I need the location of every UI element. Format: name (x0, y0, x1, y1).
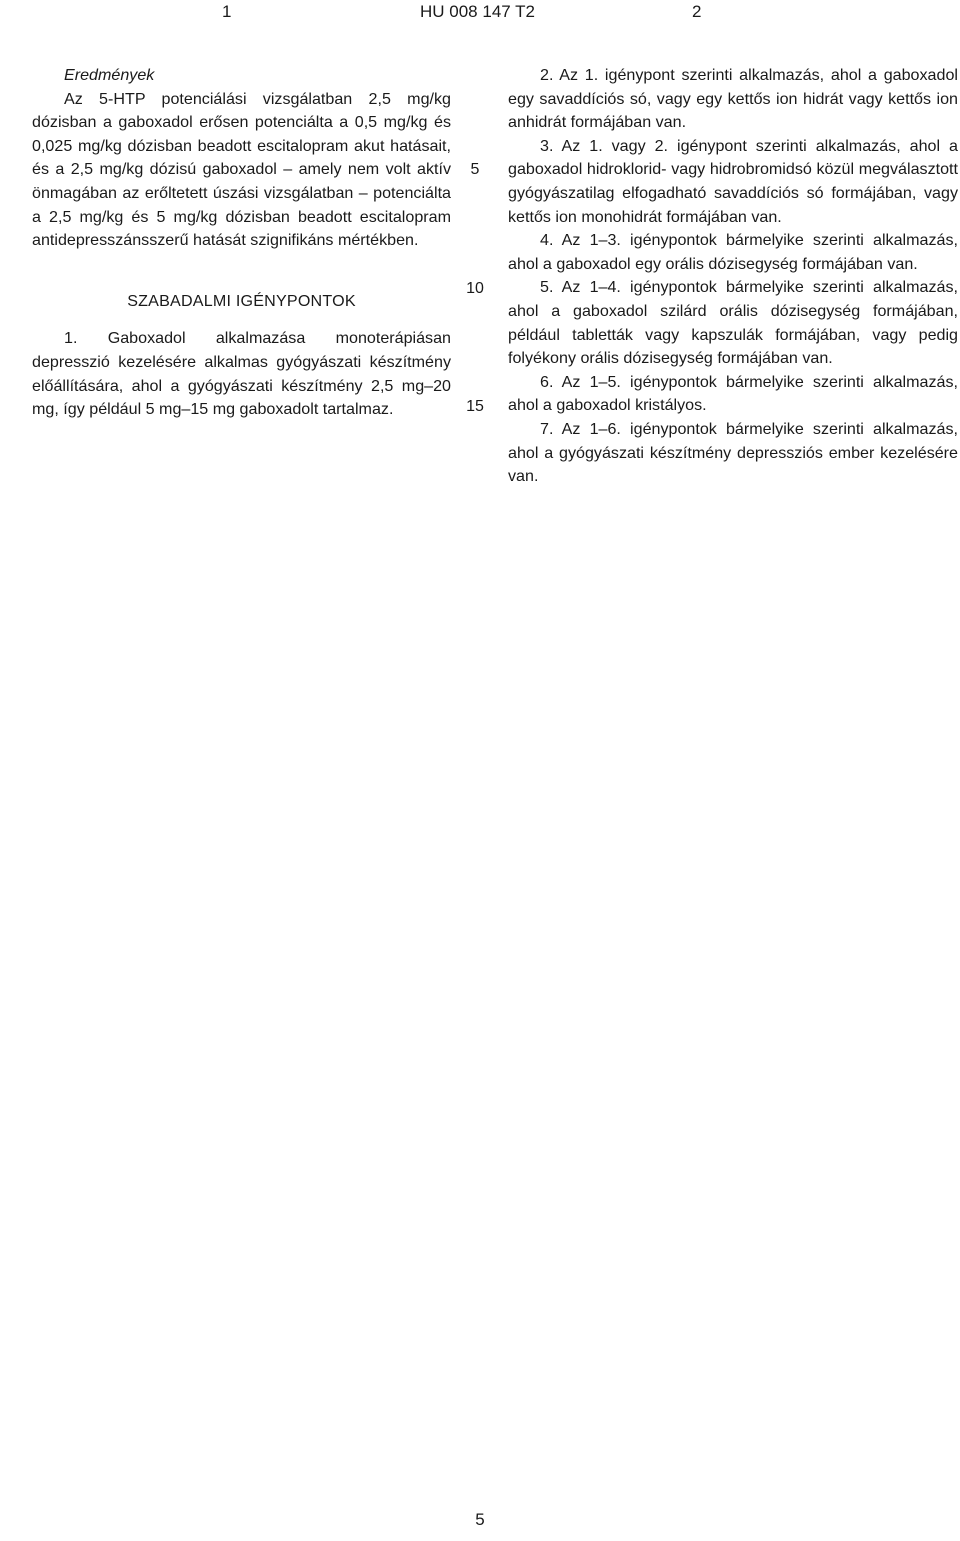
claim-3: 3. Az 1. vagy 2. igénypont szerinti alkalmazás, ahol a gaboxadol hidroklorid- vagy hidrobromidsó közül megválasztott gyógyászatilag elfogadható savaddíciós só formájában, vagy kettős ion monohidrát formájában van. (508, 136, 958, 226)
right-page-number: 2 (692, 2, 702, 21)
claim-5: 5. Az 1–4. igénypontok bármelyike szerinti alkalmazás, ahol a gaboxadol szilárd orális dózisegység formájában, például tabletták vagy kapszulák formájában, vagy pedig folyékony orális dózisegység formájában van. (508, 278, 958, 368)
line-number-15: 15 (466, 398, 484, 415)
line-number-10: 10 (466, 280, 484, 297)
results-heading: Eredmények (64, 66, 155, 84)
left-page-number: 1 (222, 2, 232, 21)
claim-6: 6. Az 1–5. igénypontok bármelyike szerinti alkalmazás, ahol a gaboxadol kristályos. (508, 372, 958, 415)
claim-7: 7. Az 1–6. igénypontok bármelyike szerinti alkalmazás, ahol a gyógyászati készítmény depressziós ember kezelésére van. (508, 419, 958, 486)
document-id: HU 008 147 T2 (420, 2, 535, 21)
claim-1: 1. Gaboxadol alkalmazása monoterápiásan depresszió kezelésére alkalmas gyógyászati készítmény előállítására, ahol a gyógyászati készítmény 2,5 mg–20 mg, így például 5 mg–15 mg gaboxadolt tartalmaz. (32, 329, 451, 419)
left-column (32, 64, 451, 422)
line-number-5: 5 (470, 161, 480, 178)
claims-title: SZABADALMI IGÉNYPONTOK (127, 291, 356, 310)
claim-4: 4. Az 1–3. igénypontok bármelyike szerinti alkalmazás, ahol a gaboxadol egy orális dózisegység formájában van. (508, 231, 958, 273)
results-paragraph: Az 5-HTP potenciálási vizsgálatban 2,5 mg/kg dózisban a gaboxadol erősen potenciálta a 0,5 mg/kg és 0,025 mg/kg dózisban beadott escitalopram akut hatásait, és a 2,5 mg/kg dózisú gaboxadol – amely nem volt aktív önmagában az erőltetett úszási vizsgálatban – potenciálta a 2,5 mg/kg és 5 mg/kg dózisban beadott escitalopram antidepresszánsszerű hatását szignifikáns mértékben. (32, 89, 451, 250)
page-footer-number: 5 (475, 1510, 485, 1529)
right-column (508, 64, 958, 489)
claim-2: 2. Az 1. igénypont szerinti alkalmazás, ahol a gaboxadol egy savaddíciós só, vagy egy kettős ion hidrát vagy kettős ion anhidrát formájában van. (508, 66, 958, 132)
